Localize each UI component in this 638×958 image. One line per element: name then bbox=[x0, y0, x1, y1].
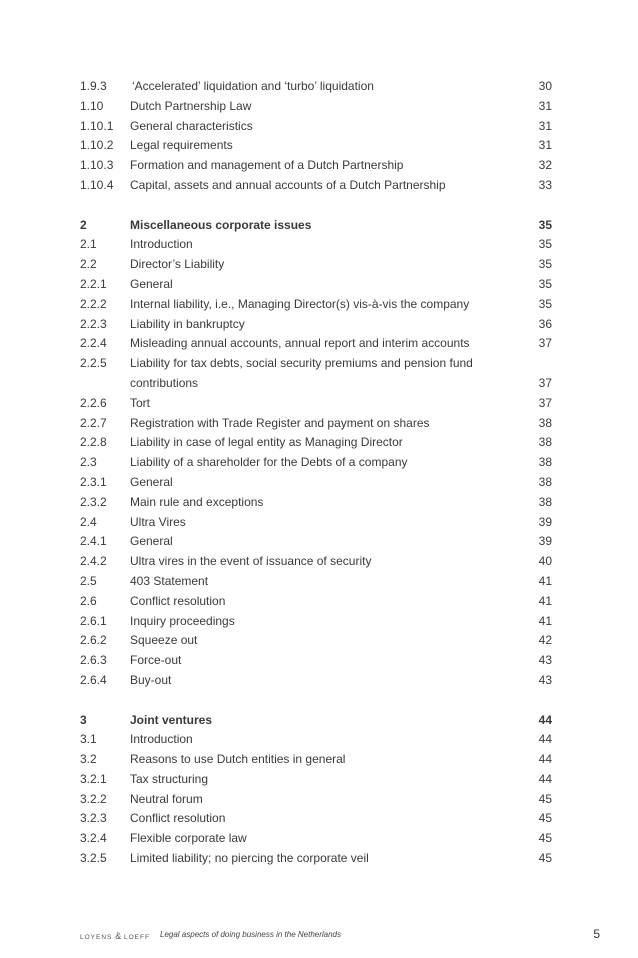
entry-number: 3.2.1 bbox=[80, 771, 107, 786]
entry-page: 38 bbox=[538, 474, 552, 489]
entry-number: 1.10.3 bbox=[80, 158, 114, 173]
entry-title: Miscellaneous corporate issues bbox=[130, 217, 312, 232]
entry-title: Conflict resolution bbox=[130, 593, 226, 608]
entry-number: 2.6.4 bbox=[80, 672, 107, 687]
entry-number: 2 bbox=[80, 217, 87, 232]
entry-title: Liability in bankruptcy bbox=[130, 316, 245, 331]
toc-entry[interactable] bbox=[80, 414, 552, 434]
entry-page: 35 bbox=[538, 296, 552, 311]
entry-page: 37 bbox=[538, 395, 552, 410]
entry-number: 1.9.3 bbox=[80, 79, 107, 93]
page-footer bbox=[80, 928, 600, 944]
entry-number: 2.5 bbox=[80, 573, 97, 588]
entry-title: Neutral forum bbox=[130, 791, 203, 806]
toc-entry[interactable] bbox=[80, 790, 552, 810]
toc-entry[interactable] bbox=[80, 612, 552, 632]
toc-entry[interactable] bbox=[80, 77, 552, 97]
entry-page: 38 bbox=[538, 455, 552, 470]
page-number: 5 bbox=[593, 927, 600, 941]
entry-title: Internal liability, i.e., Managing Director(s) vis-à-vis the company bbox=[130, 296, 470, 311]
entry-number: 2.3.1 bbox=[80, 474, 107, 489]
entry-title: Liability for tax debts, social security premiums and pension fund contributions bbox=[130, 356, 473, 390]
entry-page: 41 bbox=[538, 613, 552, 628]
toc-entry[interactable] bbox=[80, 651, 552, 671]
entry-title: Flexible corporate law bbox=[130, 831, 247, 846]
entry-number: 3.2.4 bbox=[80, 831, 107, 846]
entry-page: 45 bbox=[538, 851, 552, 866]
entry-number: 2.6 bbox=[80, 593, 97, 608]
entry-number: 2.6.3 bbox=[80, 653, 107, 668]
entry-page: 35 bbox=[538, 217, 552, 232]
entry-number: 3.2 bbox=[80, 752, 97, 767]
entry-page: 36 bbox=[538, 316, 552, 331]
entry-page: 44 bbox=[538, 771, 552, 786]
entry-number: 2.2.4 bbox=[80, 336, 107, 351]
toc-entry[interactable] bbox=[80, 532, 552, 552]
entry-title: Introduction bbox=[130, 732, 193, 747]
document-title: Legal aspects of doing business in the Netherlands bbox=[160, 930, 342, 939]
entry-title: Liability of a shareholder for the Debts of a company bbox=[130, 455, 408, 470]
toc-chapter-heading[interactable] bbox=[80, 216, 552, 236]
entry-number: 3.2.5 bbox=[80, 851, 107, 866]
toc-entry[interactable] bbox=[80, 809, 552, 829]
toc-entry[interactable] bbox=[80, 592, 552, 612]
toc-entry[interactable] bbox=[80, 334, 552, 354]
entry-page: 44 bbox=[538, 752, 552, 767]
entry-page: 38 bbox=[538, 435, 552, 450]
toc-entry[interactable] bbox=[80, 176, 552, 196]
toc-entry[interactable] bbox=[80, 136, 552, 156]
entry-title: Force-out bbox=[130, 653, 182, 668]
entry-page: 37 bbox=[538, 375, 552, 390]
toc-entry[interactable] bbox=[80, 513, 552, 533]
entry-page: 44 bbox=[538, 712, 552, 727]
entry-number: 2.2.3 bbox=[80, 316, 107, 331]
entry-page: 38 bbox=[538, 494, 552, 509]
company-logo bbox=[80, 931, 150, 941]
entry-title: Tort bbox=[130, 395, 151, 410]
entry-title: Ultra vires in the event of issuance of security bbox=[130, 554, 372, 569]
entry-title: Registration with Trade Register and payment on shares bbox=[130, 415, 430, 430]
entry-number: 2.4 bbox=[80, 514, 97, 529]
entry-page: 43 bbox=[538, 653, 552, 668]
toc-entry[interactable] bbox=[80, 235, 552, 255]
entry-number: 2.1 bbox=[80, 237, 97, 252]
entry-page: 30 bbox=[538, 79, 552, 93]
entry-number: 2.2.2 bbox=[80, 296, 107, 311]
entry-number: 2.3.2 bbox=[80, 494, 107, 509]
toc-entry[interactable] bbox=[80, 275, 552, 295]
toc-entry[interactable] bbox=[80, 453, 552, 473]
toc-entry[interactable] bbox=[80, 631, 552, 651]
entry-page: 35 bbox=[538, 257, 552, 272]
entry-page: 41 bbox=[538, 593, 552, 608]
entry-page: 39 bbox=[538, 514, 552, 529]
entry-title: ‘Accelerated’ liquidation and ‘turbo’ liquidation bbox=[132, 79, 374, 93]
toc-chapter-heading[interactable] bbox=[80, 711, 552, 731]
entry-number: 2.2.1 bbox=[80, 276, 107, 291]
entry-number: 3 bbox=[80, 712, 87, 727]
entry-page: 38 bbox=[538, 415, 552, 430]
logo-ampersand: & bbox=[115, 931, 122, 941]
entry-title: General bbox=[130, 474, 173, 489]
entry-title: Liability in case of legal entity as Managing Director bbox=[130, 435, 403, 450]
toc-entry[interactable] bbox=[80, 671, 552, 691]
entry-title: Squeeze out bbox=[130, 633, 198, 648]
toc-entry[interactable] bbox=[80, 354, 552, 394]
entry-page: 39 bbox=[538, 534, 552, 549]
toc-entry[interactable] bbox=[80, 315, 552, 335]
entry-title: Legal requirements bbox=[130, 138, 233, 153]
toc-entry[interactable] bbox=[80, 394, 552, 414]
entry-title: Formation and management of a Dutch Partnership bbox=[130, 158, 404, 173]
toc-entry[interactable] bbox=[80, 473, 552, 493]
entry-page: 35 bbox=[538, 276, 552, 291]
entry-title: Capital, assets and annual accounts of a Dutch Partnership bbox=[130, 177, 446, 192]
entry-page: 43 bbox=[538, 672, 552, 687]
entry-number: 3.2.2 bbox=[80, 791, 107, 806]
entry-title: General bbox=[130, 534, 173, 549]
entry-number: 2.2.7 bbox=[80, 415, 107, 430]
toc-entry[interactable] bbox=[80, 156, 552, 176]
entry-number: 2.2.5 bbox=[80, 356, 107, 371]
entry-page: 45 bbox=[538, 791, 552, 806]
entry-number: 2.6.1 bbox=[80, 613, 107, 628]
entry-page: 42 bbox=[538, 633, 552, 648]
toc-entry[interactable] bbox=[80, 750, 552, 770]
entry-number: 1.10.4 bbox=[80, 177, 114, 192]
entry-title: General characteristics bbox=[130, 118, 253, 133]
entry-title: Introduction bbox=[130, 237, 193, 252]
entry-page: 41 bbox=[538, 573, 552, 588]
entry-title: Tax structuring bbox=[130, 771, 209, 786]
entry-page: 40 bbox=[538, 554, 552, 569]
entry-page: 35 bbox=[538, 237, 552, 252]
entry-title: Misleading annual accounts, annual report and interim accounts bbox=[130, 336, 470, 351]
entry-page: 31 bbox=[538, 98, 552, 113]
entry-title: Joint ventures bbox=[130, 712, 213, 727]
entry-number: 1.10.1 bbox=[80, 118, 114, 133]
entry-page: 37 bbox=[538, 336, 552, 351]
entry-title: Director’s Liability bbox=[130, 257, 225, 272]
entry-title: Main rule and exceptions bbox=[130, 494, 264, 509]
entry-number: 2.2 bbox=[80, 257, 97, 272]
entry-page: 45 bbox=[538, 831, 552, 846]
entry-page: 31 bbox=[538, 118, 552, 133]
toc-entry[interactable] bbox=[80, 255, 552, 275]
logo-text-right: LOEFF bbox=[124, 934, 150, 941]
entry-number: 1.10.2 bbox=[80, 138, 114, 153]
toc-entry[interactable] bbox=[80, 97, 552, 117]
toc-entry[interactable] bbox=[80, 572, 552, 592]
entry-page: 33 bbox=[538, 177, 552, 192]
toc-entry[interactable] bbox=[80, 552, 552, 572]
entry-page: 44 bbox=[538, 732, 552, 747]
toc-entry[interactable] bbox=[80, 770, 552, 790]
toc-entry[interactable] bbox=[80, 295, 552, 315]
table-of-contents bbox=[80, 77, 552, 869]
entry-title: Inquiry proceedings bbox=[130, 613, 235, 628]
entry-page: 45 bbox=[538, 811, 552, 826]
entry-number: 3.2.3 bbox=[80, 811, 107, 826]
toc-entry[interactable] bbox=[80, 117, 552, 137]
entry-page: 32 bbox=[538, 158, 552, 173]
toc-entry[interactable] bbox=[80, 829, 552, 849]
toc-entry[interactable] bbox=[80, 433, 552, 453]
entry-number: 2.6.2 bbox=[80, 633, 107, 648]
toc-entry[interactable] bbox=[80, 493, 552, 513]
entry-number: 1.10 bbox=[80, 98, 104, 113]
entry-title: 403 Statement bbox=[130, 573, 209, 588]
entry-title: General bbox=[130, 276, 173, 291]
entry-number: 2.4.1 bbox=[80, 534, 107, 549]
entry-title: Buy-out bbox=[130, 672, 172, 687]
toc-entry[interactable] bbox=[80, 730, 552, 750]
entry-title: Ultra Vires bbox=[130, 514, 186, 529]
entry-title: Conflict resolution bbox=[130, 811, 226, 826]
entry-number: 2.2.8 bbox=[80, 435, 107, 450]
entry-number: 2.2.6 bbox=[80, 395, 107, 410]
entry-number: 2.3 bbox=[80, 455, 97, 470]
entry-page: 31 bbox=[538, 138, 552, 153]
entry-number: 2.4.2 bbox=[80, 554, 107, 569]
entry-title: Dutch Partnership Law bbox=[130, 98, 252, 113]
entry-title: Reasons to use Dutch entities in general bbox=[130, 752, 346, 767]
entry-number: 3.1 bbox=[80, 732, 97, 747]
logo-text-left: LOYENS bbox=[80, 934, 113, 941]
toc-entry[interactable] bbox=[80, 849, 552, 869]
entry-title: Limited liability; no piercing the corporate veil bbox=[130, 851, 369, 866]
